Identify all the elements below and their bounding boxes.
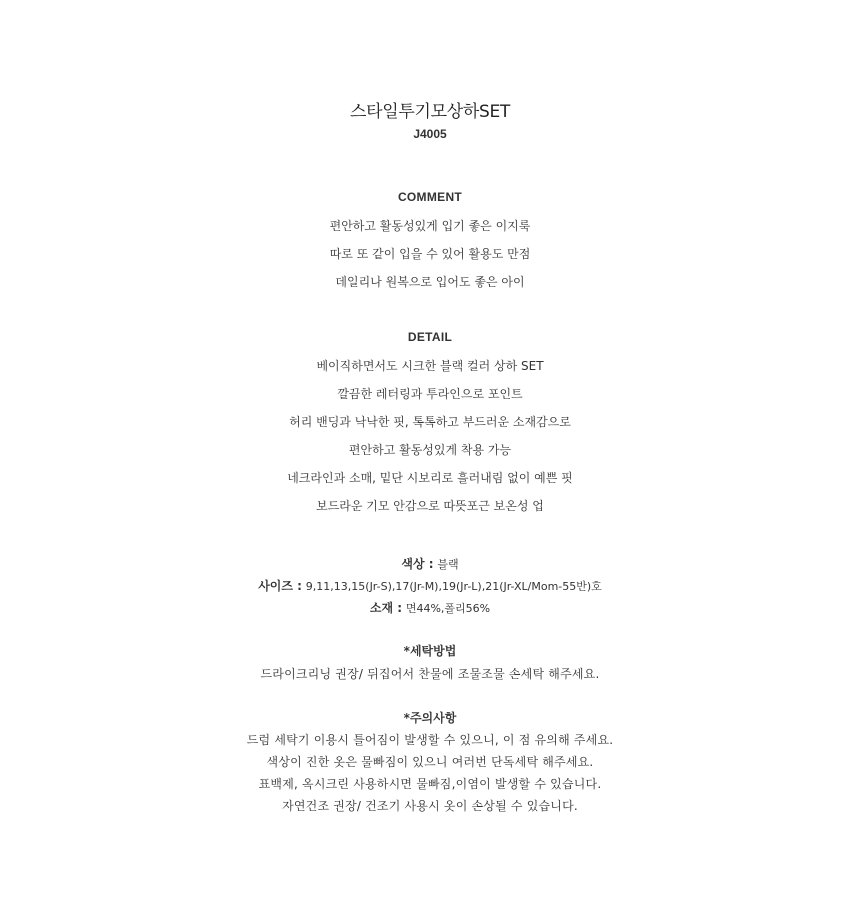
spec-color: [0, 555, 860, 572]
wash-line: 드라이크리닝 권장/ 뒤집어서 찬물에 조물조물 손세탁 해주세요.: [260, 667, 600, 681]
detail-line: 허리 밴딩과 낙낙한 핏, 톡톡하고 부드러운 소재감으로: [289, 415, 571, 429]
spec-size-value: 9,11,13,15(Jr-S),17(Jr-M),19(Jr-L),21(Jr-XL/Mom-55반)호: [305, 580, 602, 593]
detail-line: 보드라운 기모 안감으로 따뜻포근 보온성 업: [316, 499, 544, 513]
detail-line: 베이직하면서도 시크한 블랙 컬러 상하 SET: [316, 359, 544, 373]
detail-heading: DETAIL: [407, 330, 453, 344]
comment-line: 데일리나 원복으로 입어도 좋은 아이: [335, 275, 525, 289]
product-code: J4005: [413, 127, 447, 141]
caution-line: 자연건조 권장/ 건조기 사용시 옷이 손상될 수 있습니다.: [282, 799, 578, 813]
caution-line: 표백제, 옥시크린 사용하시면 물빠짐,이염이 발생할 수 있습니다.: [258, 777, 602, 791]
product-title: 스타일투기모상하SET: [350, 102, 510, 122]
spec-material: [0, 599, 860, 616]
caution-line: 색상이 진한 옷은 물빠짐이 있으니 여러번 단독세탁 해주세요.: [266, 755, 594, 769]
comment-line: 따로 또 같이 입을 수 있어 활용도 만점: [329, 247, 531, 261]
spec-color-label: 색상 :: [401, 557, 434, 571]
spec-color-value: 블랙: [437, 558, 459, 571]
comment-line: 편안하고 활동성있게 입기 좋은 이지룩: [329, 219, 531, 233]
caution-heading: *주의사항: [403, 711, 457, 725]
spec-material-label: 소재 :: [369, 601, 403, 615]
wash-heading: *세탁방법: [403, 644, 457, 658]
detail-line: 네크라인과 소매, 밑단 시보리로 흘러내림 없이 예쁜 핏: [287, 471, 573, 485]
comment-heading: COMMENT: [397, 190, 463, 204]
detail-line: 깔끔한 레터링과 투라인으로 포인트: [337, 387, 523, 401]
caution-line: 드럼 세탁기 이용시 틀어짐이 발생할 수 있으니, 이 점 유의해 주세요.: [246, 733, 614, 747]
detail-line: 편안하고 활동성있게 착용 가능: [348, 443, 512, 457]
spec-size-label: 사이즈 :: [258, 579, 302, 593]
spec-material-value: 면44%,폴리56%: [405, 602, 491, 615]
spec-size: [0, 577, 860, 594]
